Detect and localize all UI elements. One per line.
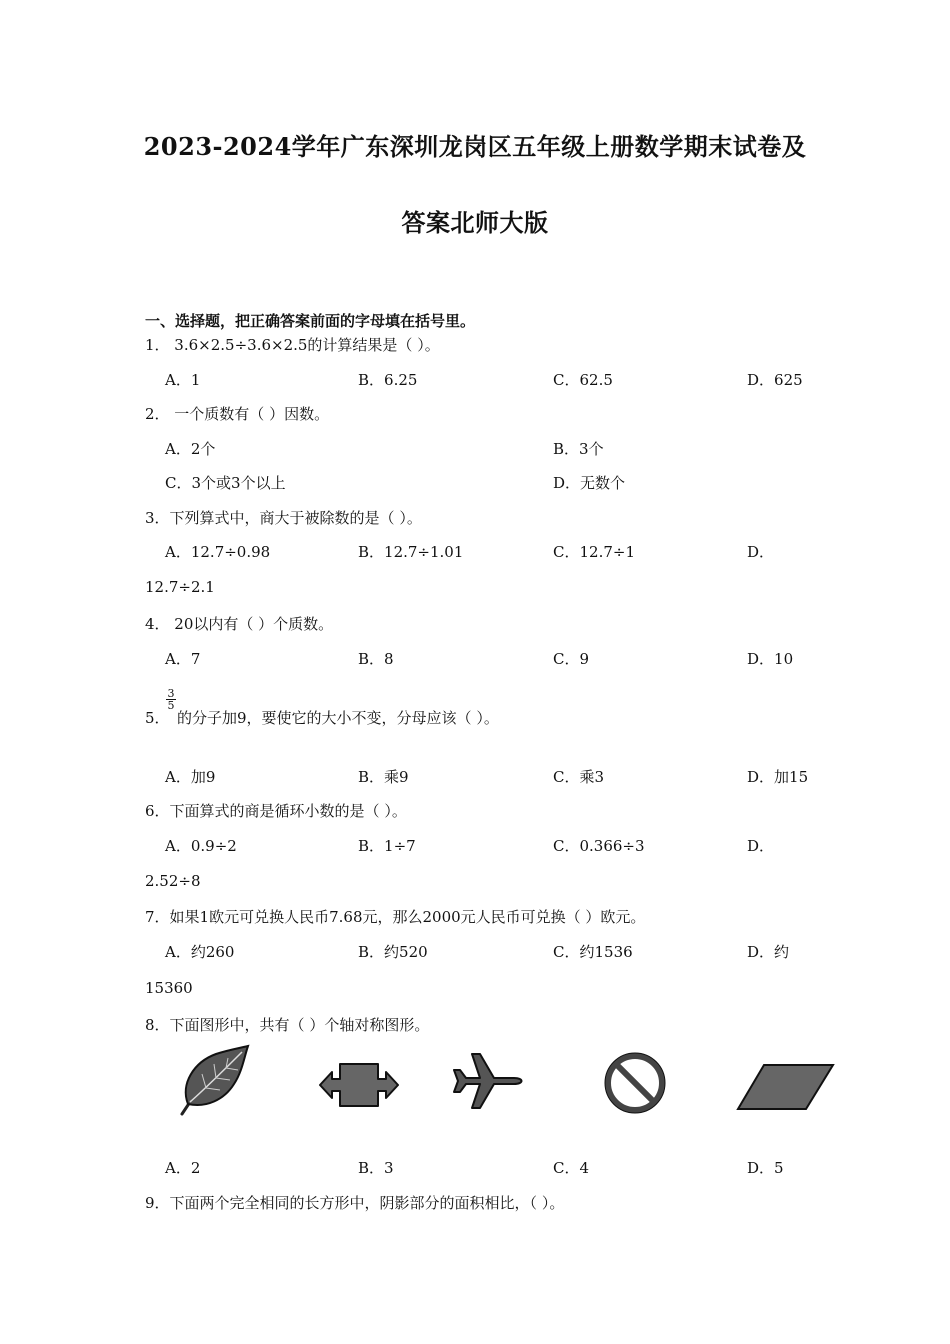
q7-option-d: D．约 bbox=[747, 943, 790, 961]
q5-option-d: D．加15 bbox=[747, 768, 809, 786]
q6-option-d-continued: 2.52÷8 bbox=[145, 872, 201, 890]
q3-option-c: C．12.7÷1 bbox=[553, 543, 635, 561]
q8-option-c: C．4 bbox=[553, 1159, 590, 1177]
fraction-denominator: 5 bbox=[167, 699, 175, 712]
q1-option-a: A．1 bbox=[165, 371, 201, 389]
q7-option-c: C．约1536 bbox=[553, 943, 633, 961]
q2-option-b: B．3个 bbox=[553, 440, 604, 458]
fraction-three-fifths bbox=[166, 688, 176, 711]
question-5: 的分子加9，要使它的大小不变，分母应该（ ）。 bbox=[177, 709, 499, 727]
page-title-line1: 2023-2024学年广东深圳龙岗区五年级上册数学期末试卷及 bbox=[143, 132, 807, 161]
question-9: 9．下面两个完全相同的长方形中，阴影部分的面积相比，（ ）。 bbox=[145, 1194, 565, 1212]
leaf-icon bbox=[176, 1044, 252, 1116]
q2-option-c: C．3个或3个以上 bbox=[165, 474, 286, 492]
question-7: 7．如果1欧元可兑换人民币7.68元，那么2000元人民币可兑换（ ）欧元。 bbox=[145, 908, 646, 926]
question-6: 6．下面算式的商是循环小数的是（ ）。 bbox=[145, 802, 407, 820]
q6-option-b: B．1÷7 bbox=[358, 837, 416, 855]
q6-option-c: C．0.366÷3 bbox=[553, 837, 645, 855]
page-title-line2: 答案北师大版 bbox=[401, 208, 549, 237]
no-sign-icon bbox=[603, 1052, 667, 1114]
question-3: 3．下列算式中，商大于被除数的是（ ）。 bbox=[145, 509, 422, 527]
q5-option-b: B．乘9 bbox=[358, 768, 409, 786]
q7-option-d-continued: 15360 bbox=[145, 979, 193, 997]
airplane-icon bbox=[450, 1050, 526, 1112]
q5-option-c: C．乘3 bbox=[553, 768, 605, 786]
q1-option-c: C．62.5 bbox=[553, 371, 613, 389]
q4-option-a: A．7 bbox=[165, 650, 201, 668]
q3-option-b: B．12.7÷1.01 bbox=[358, 543, 464, 561]
question-2: 2． 一个质数有（ ）因数。 bbox=[145, 405, 330, 423]
q3-option-a: A．12.7÷0.98 bbox=[165, 543, 271, 561]
q5-option-a: A．加9 bbox=[165, 768, 216, 786]
q4-option-d: D．10 bbox=[747, 650, 794, 668]
q4-option-b: B．8 bbox=[358, 650, 394, 668]
question-4: 4． 20以内有（ ）个质数。 bbox=[145, 615, 334, 633]
fraction-numerator: 3 bbox=[167, 687, 175, 700]
parallelogram-icon bbox=[736, 1062, 836, 1112]
q1-option-b: B．6.25 bbox=[358, 371, 418, 389]
q3-option-d-continued: 12.7÷2.1 bbox=[145, 578, 215, 596]
double-arrow-icon bbox=[318, 1058, 400, 1112]
question-5-number: 5． bbox=[145, 709, 170, 727]
q4-option-c: C．9 bbox=[553, 650, 590, 668]
question-8: 8．下面图形中，共有（ ）个轴对称图形。 bbox=[145, 1016, 430, 1034]
q3-option-d: D． bbox=[747, 543, 775, 561]
q8-option-d: D．5 bbox=[747, 1159, 784, 1177]
q2-option-d: D．无数个 bbox=[553, 474, 626, 492]
q8-option-b: B．3 bbox=[358, 1159, 394, 1177]
q7-option-b: B．约520 bbox=[358, 943, 428, 961]
q6-option-d: D． bbox=[747, 837, 775, 855]
section-heading: 一、选择题，把正确答案前面的字母填在括号里。 bbox=[145, 312, 476, 330]
q8-option-a: A．2 bbox=[165, 1159, 201, 1177]
q2-option-a: A．2个 bbox=[165, 440, 216, 458]
q6-option-a: A．0.9÷2 bbox=[165, 837, 237, 855]
q7-option-a: A．约260 bbox=[165, 943, 235, 961]
q1-option-d: D．625 bbox=[747, 371, 803, 389]
question-1: 1． 3.6×2.5÷3.6×2.5的计算结果是（ ）。 bbox=[145, 336, 440, 354]
